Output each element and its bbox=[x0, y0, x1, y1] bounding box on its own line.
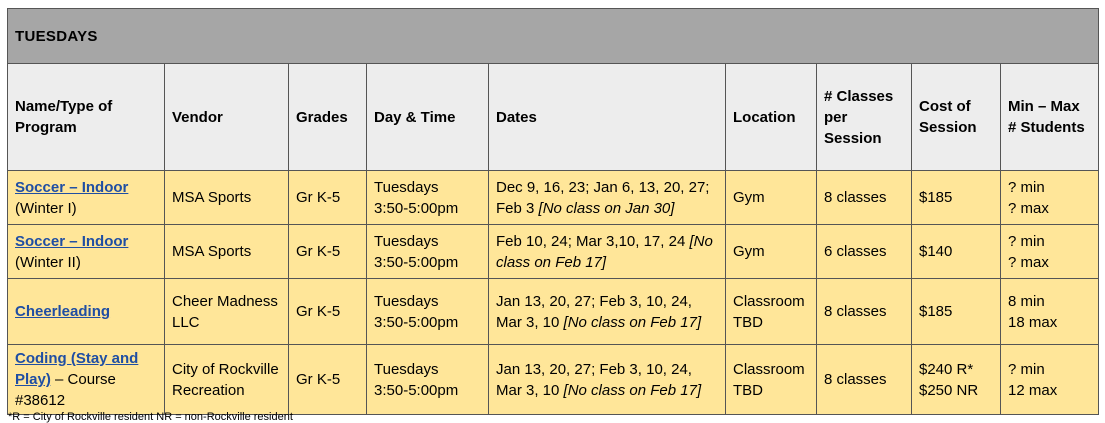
vendor-cell: Cheer Madness LLC bbox=[165, 279, 289, 345]
min-text: ? min bbox=[1008, 178, 1045, 196]
cost-text-2: $250 NR bbox=[919, 381, 979, 399]
min-text: 8 min bbox=[1008, 292, 1045, 310]
dates-note: [No class on Jan 30] bbox=[538, 199, 675, 217]
program-cell bbox=[8, 279, 165, 345]
header-students: Min – Max # Students bbox=[1001, 64, 1099, 171]
day-text: Tuesdays bbox=[374, 292, 439, 310]
program-cell bbox=[8, 345, 165, 415]
program-link[interactable]: Cheerleading bbox=[15, 303, 111, 320]
table-row bbox=[8, 225, 1099, 279]
header-classes: # Classes per Session bbox=[817, 64, 912, 171]
dates-note: [No class on Feb 17] bbox=[563, 381, 702, 399]
grades-cell: Gr K-5 bbox=[289, 225, 367, 279]
schedule-table bbox=[7, 8, 1099, 415]
day-text: Tuesdays bbox=[374, 178, 439, 196]
day-time-cell bbox=[367, 345, 489, 415]
min-text: ? min bbox=[1008, 232, 1045, 250]
location-cell: Classroom TBD bbox=[726, 279, 817, 345]
students-cell bbox=[1001, 171, 1099, 225]
header-location: Location bbox=[726, 64, 817, 171]
day-time-cell bbox=[367, 279, 489, 345]
header-cost: Cost of Session bbox=[912, 64, 1001, 171]
grades-cell: Gr K-5 bbox=[289, 171, 367, 225]
classes-cell: 8 classes bbox=[817, 279, 912, 345]
day-time-cell bbox=[367, 225, 489, 279]
cost-cell bbox=[912, 279, 1001, 345]
classes-cell: 8 classes bbox=[817, 345, 912, 415]
max-text: 12 max bbox=[1008, 381, 1058, 399]
location-cell: Gym bbox=[726, 225, 817, 279]
cost-cell bbox=[912, 171, 1001, 225]
table-row bbox=[8, 345, 1099, 415]
header-day-time: Day & Time bbox=[367, 64, 489, 171]
table-row bbox=[8, 171, 1099, 225]
table-title: TUESDAYS bbox=[8, 9, 1099, 64]
dates-text: Feb 10, 24; Mar 3,10, 17, 24 bbox=[496, 232, 686, 250]
dates-cell bbox=[489, 171, 726, 225]
dates-cell bbox=[489, 225, 726, 279]
classes-cell: 6 classes bbox=[817, 225, 912, 279]
students-cell bbox=[1001, 345, 1099, 415]
students-cell bbox=[1001, 225, 1099, 279]
header-program: Name/Type of Program bbox=[8, 64, 165, 171]
grades-cell: Gr K-5 bbox=[289, 279, 367, 345]
program-suffix: (Winter I) bbox=[15, 199, 77, 217]
time-text: 3:50-5:00pm bbox=[374, 381, 459, 399]
cost-text: $185 bbox=[919, 303, 953, 320]
program-link[interactable]: Coding (Stay and Play) bbox=[15, 350, 139, 388]
header-vendor: Vendor bbox=[165, 64, 289, 171]
cost-text: $240 R* bbox=[919, 360, 974, 378]
classes-cell: 8 classes bbox=[817, 171, 912, 225]
program-link[interactable]: Soccer – Indoor bbox=[15, 178, 129, 196]
table-row bbox=[8, 279, 1099, 345]
grades-cell: Gr K-5 bbox=[289, 345, 367, 415]
max-text: ? max bbox=[1008, 199, 1049, 217]
time-text: 3:50-5:00pm bbox=[374, 313, 459, 331]
program-link[interactable]: Soccer – Indoor bbox=[15, 232, 129, 250]
location-cell: Gym bbox=[726, 171, 817, 225]
min-text: ? min bbox=[1008, 360, 1045, 378]
dates-text: Jan 13, 20, 27; Feb 3, 10, 24, Mar 3, 10 bbox=[496, 292, 692, 331]
dates-cell bbox=[489, 279, 726, 345]
header-dates: Dates bbox=[489, 64, 726, 171]
cost-cell bbox=[912, 225, 1001, 279]
program-cell bbox=[8, 171, 165, 225]
dates-cell bbox=[489, 345, 726, 415]
cost-text: $185 bbox=[919, 189, 953, 206]
cost-cell bbox=[912, 345, 1001, 415]
day-text: Tuesdays bbox=[374, 360, 439, 378]
students-cell bbox=[1001, 279, 1099, 345]
max-text: ? max bbox=[1008, 253, 1049, 271]
footnote: *R = City of Rockville resident NR = non-Rockville resident bbox=[8, 411, 293, 423]
dates-text: Dec 9, 16, 23; Jan 6, 13, 20, 27; Feb 3 bbox=[496, 178, 710, 217]
dates-note: [No class on Feb 17] bbox=[563, 313, 702, 331]
dates-note: [No class on Feb 17] bbox=[496, 232, 713, 271]
program-suffix: (Winter II) bbox=[15, 253, 81, 271]
max-text: 18 max bbox=[1008, 313, 1058, 331]
day-time-cell bbox=[367, 171, 489, 225]
vendor-cell: MSA Sports bbox=[165, 171, 289, 225]
day-text: Tuesdays bbox=[374, 232, 439, 250]
vendor-cell: MSA Sports bbox=[165, 225, 289, 279]
header-grades: Grades bbox=[289, 64, 367, 171]
time-text: 3:50-5:00pm bbox=[374, 253, 459, 271]
dates-text: Jan 13, 20, 27; Feb 3, 10, 24, Mar 3, 10 bbox=[496, 360, 692, 399]
location-cell: Classroom TBD bbox=[726, 345, 817, 415]
vendor-cell: City of Rockville Recreation bbox=[165, 345, 289, 415]
program-cell bbox=[8, 225, 165, 279]
header-row bbox=[8, 64, 1099, 171]
cost-text: $140 bbox=[919, 243, 953, 260]
program-suffix: – Course #38612 bbox=[15, 371, 116, 409]
time-text: 3:50-5:00pm bbox=[374, 199, 459, 217]
